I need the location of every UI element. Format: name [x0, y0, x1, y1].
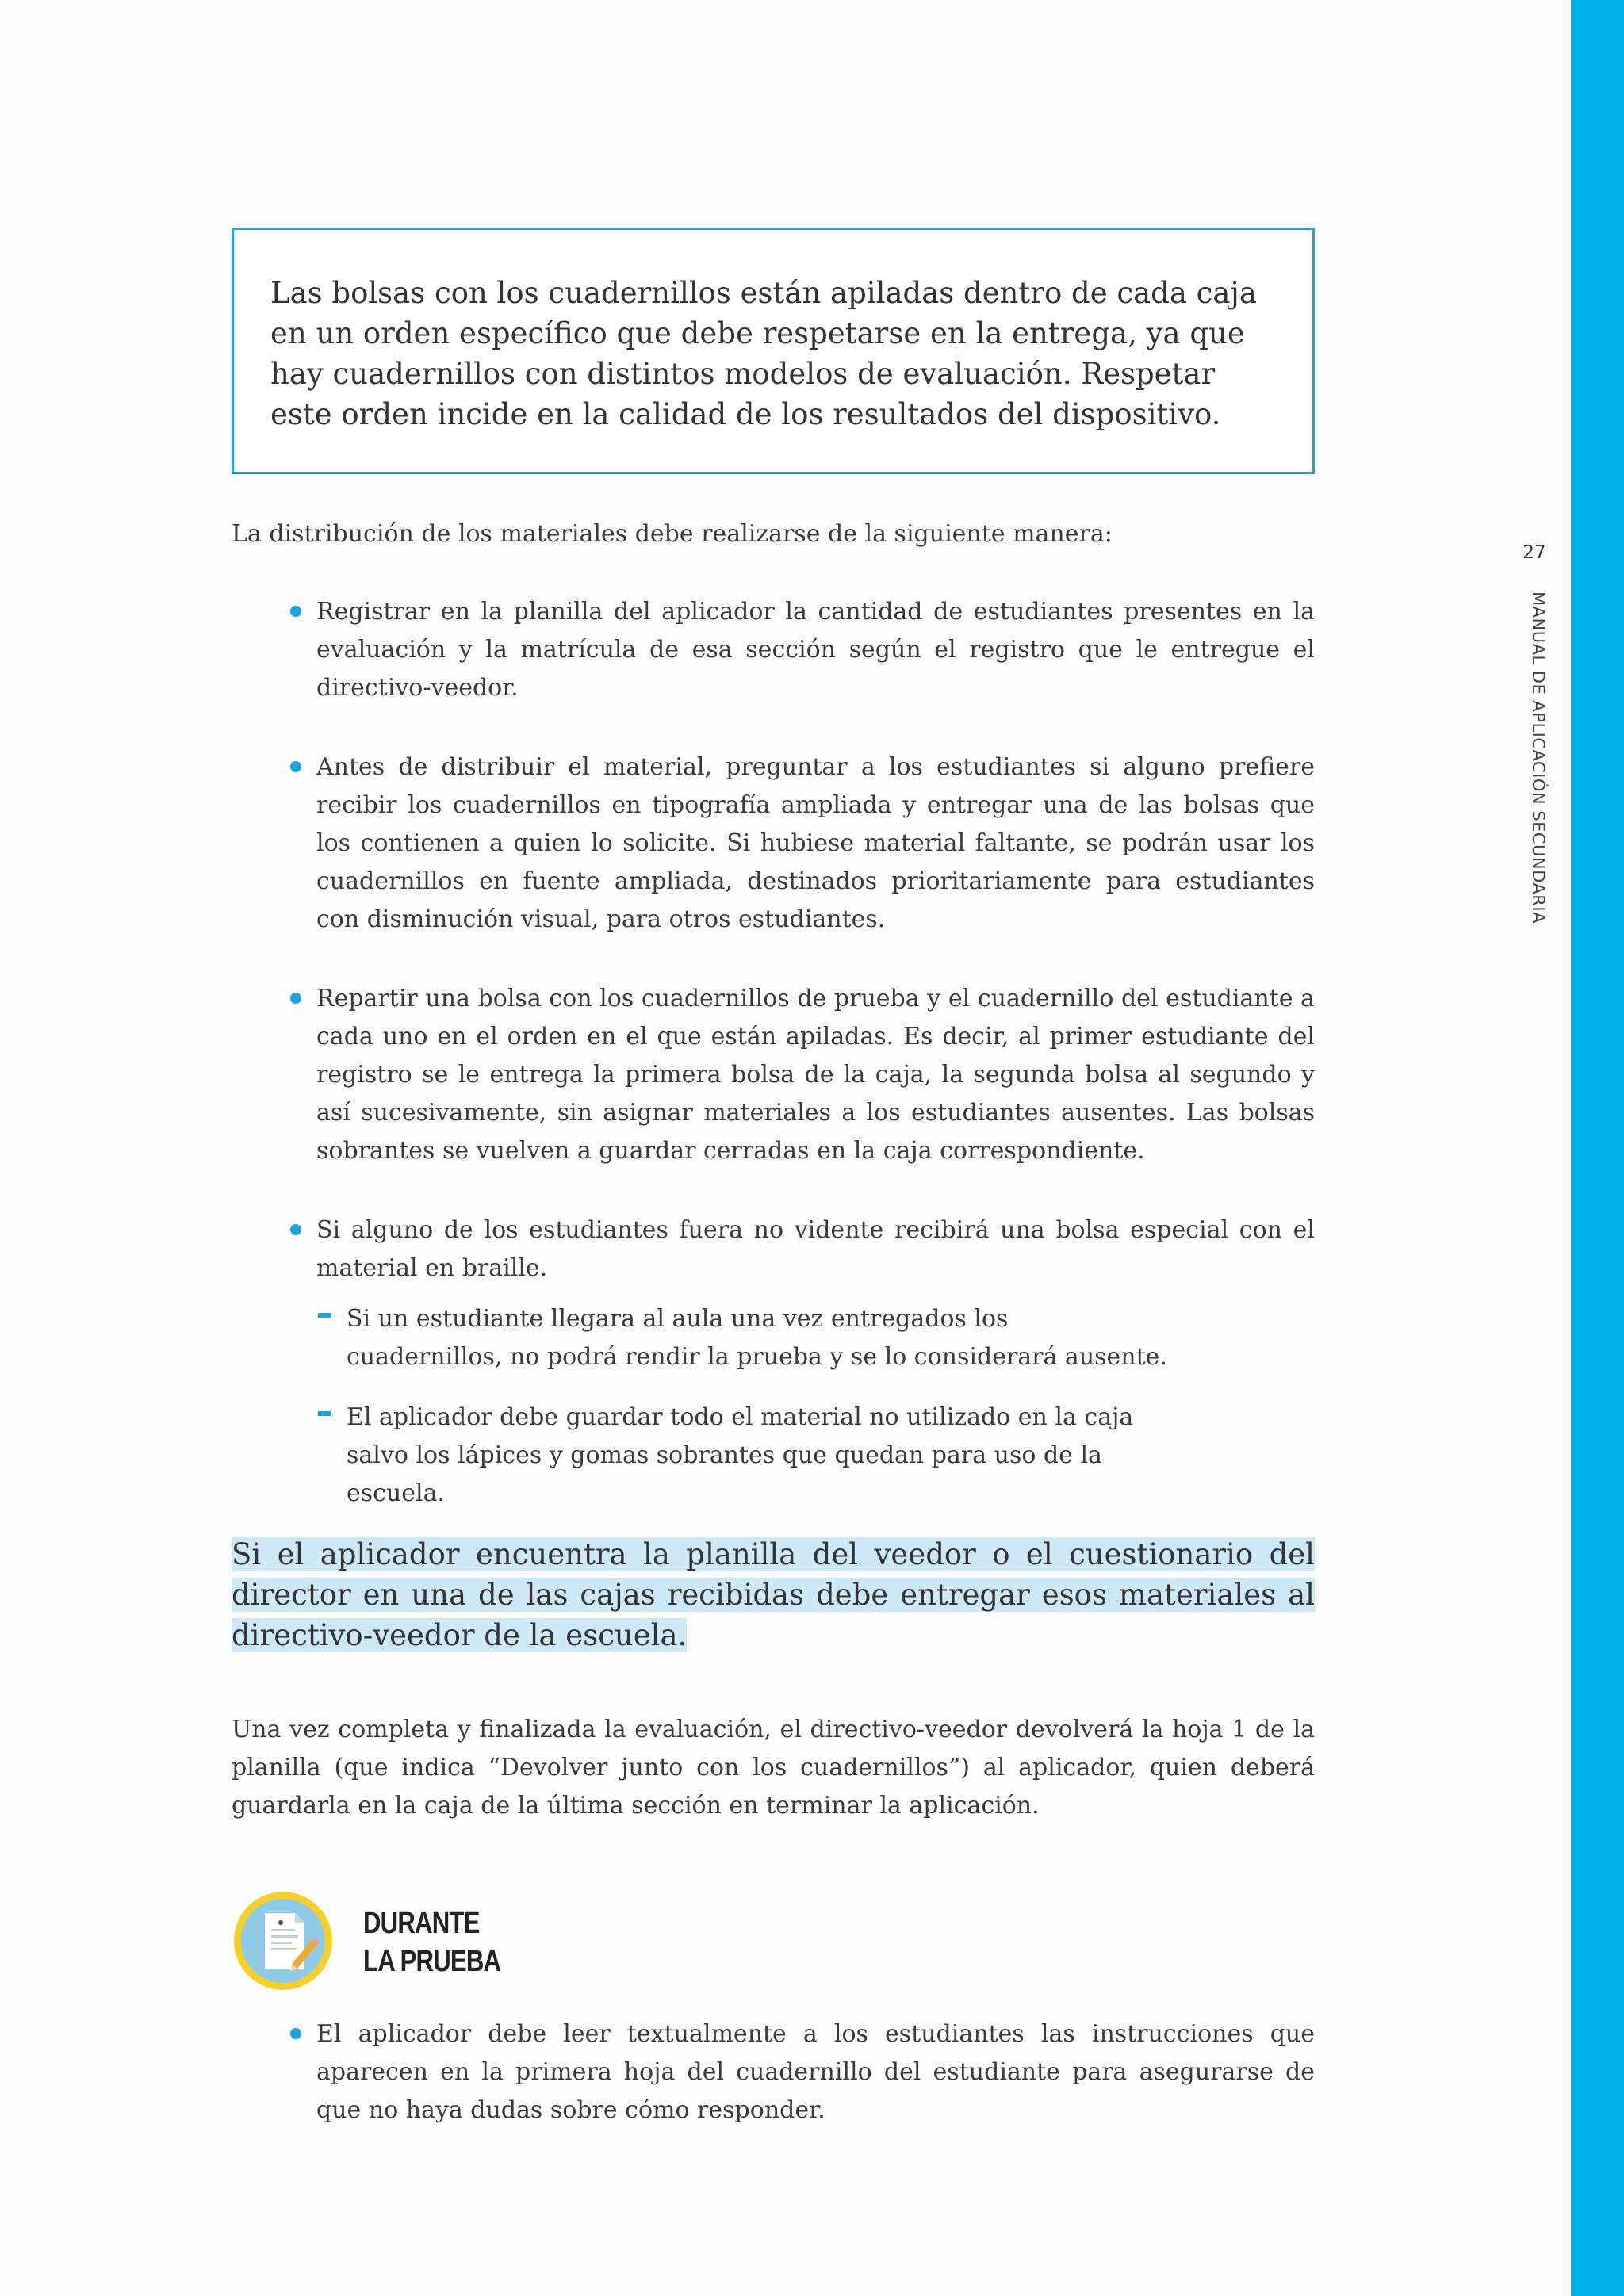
page-number: 27 [1522, 542, 1546, 563]
list-item [232, 2015, 1315, 2130]
intro-paragraph: La distribución de los materiales debe realizarse de la siguiente manera: [232, 520, 1113, 548]
section-title [363, 1904, 500, 1980]
bullet-icon [290, 761, 301, 772]
list-item [232, 980, 1315, 1170]
list-item-text: Si alguno de los estudiantes fuera no vidente recibirá una bolsa especial con el material en braille. [316, 1216, 1315, 1282]
bullet-icon [290, 993, 301, 1004]
callout-box [232, 228, 1315, 474]
bullet-icon [290, 2028, 301, 2039]
list-item [232, 1211, 1315, 1513]
running-title [1521, 591, 1548, 956]
distribution-list [232, 593, 1315, 1513]
list-item-text: Antes de distribuir el material, preguntar a los estudiantes si alguno prefiere recibir los cuadernillos en tipografía ampliada y entregar una de las bolsas que los contienen a quien lo solicite. Si hubiese material faltante, se podrán usar los cuadernillos en fuente ampliada, destinados prioritariamente para estudiantes con disminución visual, para otros estudiantes. [316, 753, 1315, 933]
highlighted-note [232, 1534, 1315, 1655]
sub-list-item-text: Si un estudiante llegara al aula una vez entregados los cuadernillos, no podrá rendir la prueba y se lo considerará ausente. [347, 1305, 1167, 1371]
list-item-text: Registrar en la planilla del aplicador la cantidad de estudiantes presentes en la evaluación y la matrícula de esa sección según el registro que le entregue el directivo-veedor. [316, 598, 1315, 702]
bullet-icon [290, 606, 301, 617]
section-title-line: LA PRUEBA [363, 1945, 501, 1978]
sub-list [316, 1300, 1315, 1513]
closing-paragraph: Una vez completa y finalizada la evaluación, el directivo-veedor devolverá la hoja 1 de la planilla (que indica “Devolver junto con los cuadernillos”) al aplicador, quien deberá guardarla en la caja de la última sección en terminar la aplicación. [232, 1716, 1315, 1820]
list-item-text: Repartir una bolsa con los cuadernillos de prueba y el cuadernillo del estudiante a cada uno en el orden en el que están apiladas. Es decir, al primer estudiante del registro se le entrega la primera bolsa de la caja, la segunda bolsa al segundo y así sucesivamente, sin asignar materiales a los estudiantes ausentes. Las bolsas sobrantes se vuelven a guardar cerradas en la caja correspondiente. [316, 985, 1315, 1165]
highlighted-note-text: Si el aplicador encuentra la planilla del veedor o el cuestionario del director en una de las cajas recibidas debe entregar esos materiales al directivo-veedor de la escuela. [232, 1537, 1315, 1652]
callout-text: Las bolsas con los cuadernillos están apiladas dentro de cada caja en un orden específico que debe respetarse en la entrega, ya que hay cuadernillos con distintos modelos de evaluación. Respetar este orden incide en la calidad de los resultados del dispositivo. [270, 276, 1257, 431]
list-item-text: El aplicador debe leer textualmente a los estudiantes las instrucciones que aparecen en la primera hoja del cuadernillo del estudiante para asegurarse de que no haya dudas sobre cómo responder. [316, 2020, 1315, 2124]
sub-list-item [316, 1300, 1171, 1376]
sub-list-item [316, 1399, 1171, 1513]
running-title-text: MANUAL DE APLICACIÓN SECUNDARIA [1529, 591, 1548, 924]
sub-list-item-text: El aplicador debe guardar todo el material no utilizado en la caja salvo los lápices y gomas sobrantes que quedan para uso de la escuela. [347, 1403, 1134, 1507]
list-item [232, 748, 1315, 939]
document-pencil-icon [232, 1889, 335, 1992]
list-item [232, 593, 1315, 707]
dash-icon [318, 1411, 331, 1416]
during-test-list [232, 2015, 1315, 2130]
section-title-line: DURANTE [363, 1907, 480, 1940]
bullet-icon [290, 1224, 301, 1235]
side-color-band [1571, 0, 1624, 2296]
dash-icon [318, 1313, 331, 1318]
